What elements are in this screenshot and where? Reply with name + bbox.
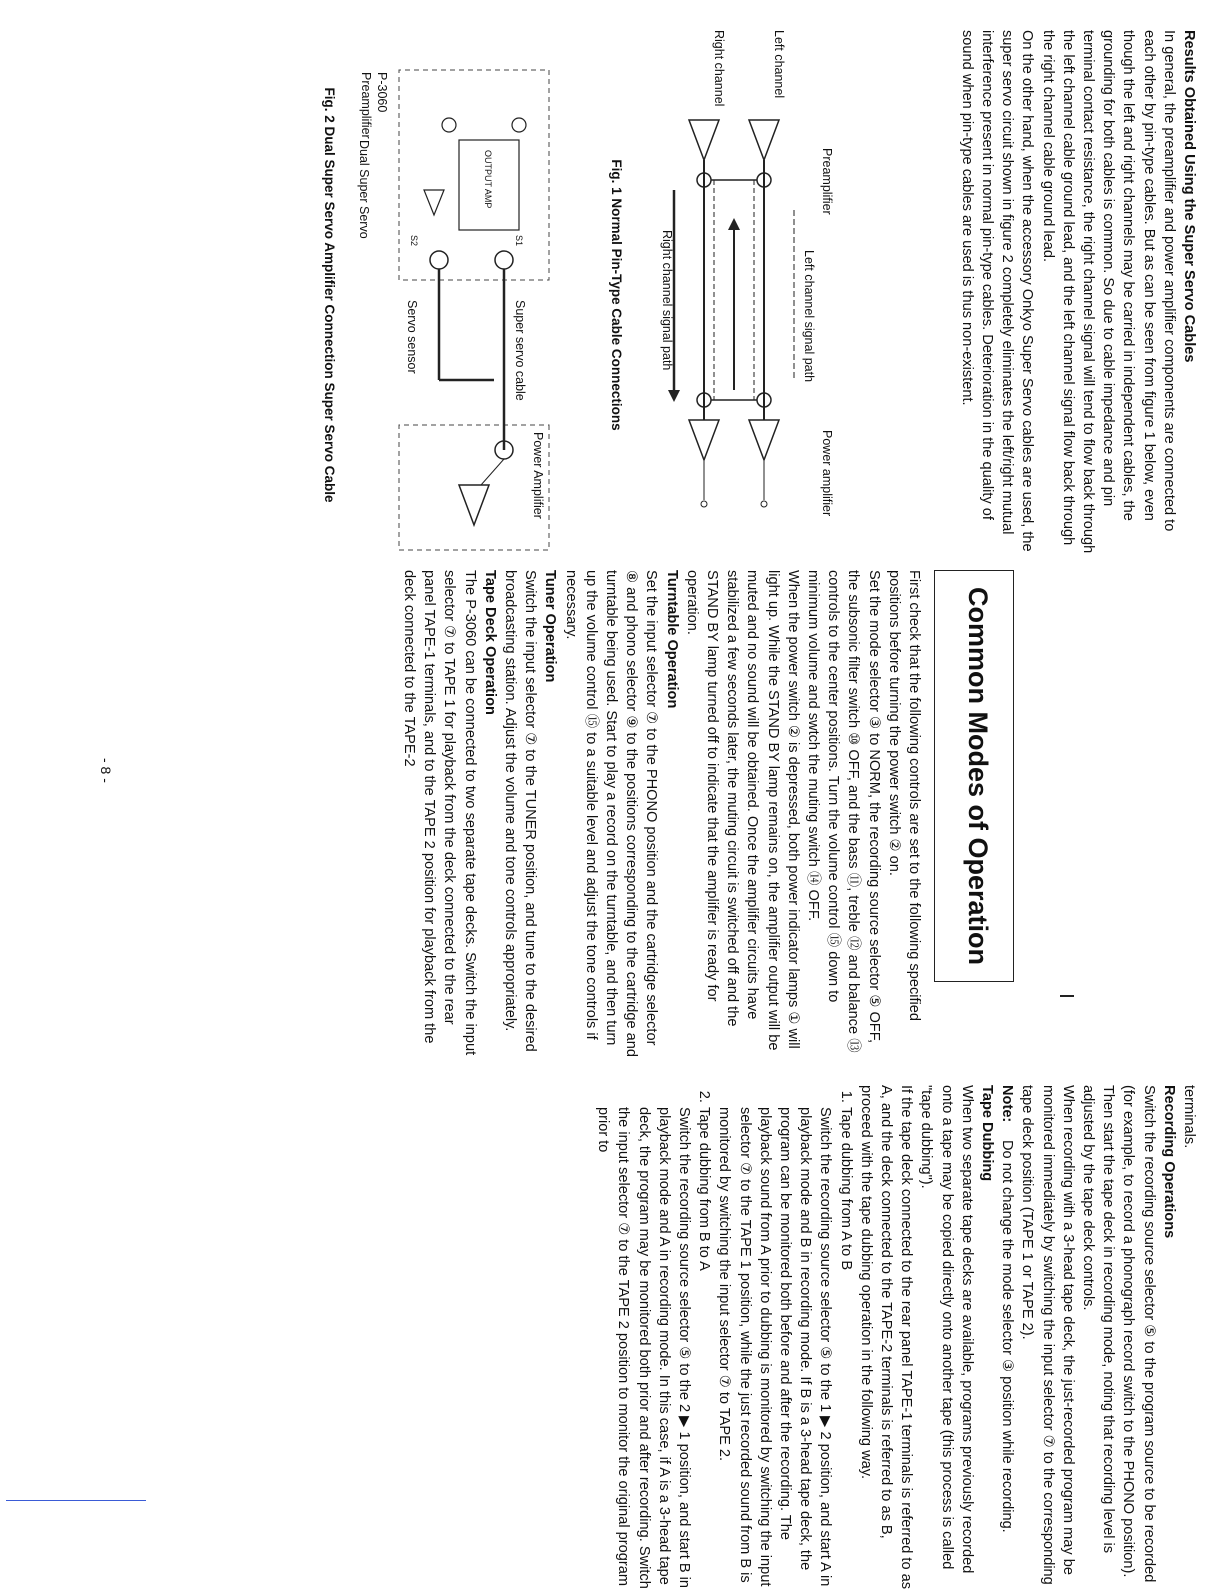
tape-deck-heading: Tape Deck Operation — [481, 570, 498, 715]
tuner-paragraph: Switch the input selector ⑦ to the TUNER position, and tune to the desired broadcasting station. Adjust the volume and tone controls appropriately. — [501, 570, 539, 1052]
fig1-diagram — [634, 30, 814, 560]
fig2-s2-label: S2 — [409, 235, 419, 247]
note-label: Note: — [999, 1085, 1016, 1123]
results-paragraph-2: On the other hand, when the accessory Onkyo Super Servo cables are used, the super servo circuit shown in figure 2 completely eliminates the left/right mutual interference present in normal pin-type cables. Deterioration in the quality of sound when pin-type cables are used is thus non-existent. — [958, 30, 1036, 552]
fig1-power-amplifier-label: Power amplifier — [820, 430, 834, 517]
fig2-s1-label: S1 — [514, 235, 524, 247]
note — [997, 1085, 1017, 1590]
recording-paragraph-1: Switch the recording source selector ⑤ to the program source to be recorded (for example, to record a phonograph record switch to the PHONO position). Then start the tape deck in recording mode, noting that recording level is adjusted by the tape deck controls. — [1079, 1085, 1157, 1583]
fig2-power-triangle — [459, 485, 489, 525]
step-1-text: Switch the recording source selector ⑤ to the 1 ▶ 2 position, and start A in playback mode and B in recording mode. If B is a 3-head tape deck, the program can be monitored both before and after the recording. The playback sound from A prior to dubbing is monitored by switching the input selector ⑦ to the TAPE 1 position, while the just recorded sound from B is monitored by switching the input selector ⑦ to TAPE 2. — [716, 1107, 834, 1587]
fig2-power-box — [399, 425, 549, 550]
fig2-servo-sensor-label: Servo sensor — [405, 300, 419, 374]
note-text: Do not change the mode selector ③ position while recording. — [999, 1140, 1016, 1533]
fig2-caption: Fig. 2 Dual Super Servo Amplifier Connection Super Servo Cable — [322, 87, 337, 503]
fig2-power-amplifier-label: Power Amplifier — [531, 432, 545, 519]
left-column — [957, 30, 1199, 560]
dubbing-steps — [593, 1085, 856, 1590]
scan-mark — [1060, 995, 1074, 997]
fig2-p3060-label: P-3060 — [375, 72, 389, 113]
figure-2 — [299, 30, 559, 560]
middle-column — [399, 570, 924, 1060]
fig2-output-amp-label: OUTPUT AMP — [483, 150, 493, 209]
step-1-title: 1. Tape dubbing from A to B — [837, 1107, 854, 1271]
recording-heading: Recording Operations — [1160, 1085, 1177, 1239]
tuner-heading: Tuner Operation — [542, 570, 559, 683]
fig2-preamplifier-label: Preamplifier — [359, 72, 373, 139]
fig1-right-channel-label: Right channel — [712, 30, 726, 107]
intro-paragraph-3: When the power switch ② is depressed, both power indicator lamps ① will light up. While the STAND BY lamp remains on, the amplifier output will be muted and no sound will be obtained. Once the amplifier circuits have stabilized a few seconds later, the muting circuit is switched off and the STAND BY lamp turned off to indicate that the amplifier is ready for operation. — [683, 570, 801, 1051]
fig1-power-left-triangle — [749, 420, 779, 460]
recording-paragraph-2: When recording with a 3-head tape deck, the just-recorded program may be monitored immediately by switching the input selector ⑦ to the corresponding tape deck position (TAPE 1 or TAPE 2). — [1019, 1085, 1076, 1585]
fig1-left-channel-label: Left channel — [772, 30, 786, 99]
fig1-caption: Fig. 1 Normal Pin-Type Cable Connections — [609, 159, 624, 431]
list-item — [593, 1107, 714, 1590]
intro-paragraph-1: First check that the following controls are set to the following specified positions before turning the power switch ② on. — [885, 570, 922, 1022]
tape-deck-paragraph: The P-3060 can be connected to two separate tape decks. Switch the input selector ⑦ to TAPE 1 for playback from the deck connected to the rear panel TAPE-1 terminals, and to the TAPE 2 position for playback from the deck connected to the TAPE-2 — [400, 570, 478, 1056]
step-2-title: 2. Tape dubbing from B to A — [696, 1107, 713, 1271]
dubbing-paragraph-2: If the tape deck connected to the rear panel TAPE-1 terminals is referred to as A, and the deck connected to the TAPE-2 terminals is referred to as B, proceed with the tape dubbing operation in the following way. — [857, 1085, 915, 1590]
section-title: Common Modes of Operation — [963, 587, 993, 965]
margin-mark — [6, 1500, 146, 1501]
fig1-preamp-left-triangle — [749, 120, 779, 160]
figure-1 — [584, 30, 834, 560]
turntable-heading: Turntable Operation — [663, 570, 680, 709]
fig2-preamp-box — [399, 70, 549, 280]
results-paragraph-1: In general, the preamplifier and power amplifier components are connected to each other by pin-type cables. But as can be seen from figure 1 below, even though the left and right channels may be carried in independent cables, the grounding for both cables is common. So due to cable impedance and pin terminal contact resistance, the right channel signal will tend to flow back through the left channel cable ground lead, and the left channel signal flow back through the right channel cable ground lead. — [1039, 30, 1177, 554]
right-column — [593, 1085, 1199, 1590]
results-heading: Results Obtained Using the Super Servo Cables — [1181, 30, 1197, 363]
step-2-text: Switch the recording source selector ⑤ to the 2 ▶ 1 position, and start B in playback mode and A in recording mode. In this case, if A is a 3-head tape deck, the program may be monitored both prior and after recording. Switch the input selector ⑦ to the TAPE 2 position to monitor the original program prior to — [595, 1107, 692, 1589]
terminals-text: terminals. — [1181, 1085, 1197, 1149]
turntable-paragraph: Set the input selector ⑦ to the PHONO position and the cartridge selector ⑧ and phono selector ⑨ to the positions corresponding to the cartridge and turntable being used. Start to play a record on the turntable, and then turn up the volume control ⑮ to a suitable level and adjust the tone controls if necessary. — [562, 570, 660, 1057]
fig2-dual-super-servo-label: Dual Super Servo — [357, 140, 371, 239]
fig1-left-signal-path-label: Left channel signal path — [802, 250, 816, 383]
list-item — [714, 1107, 855, 1590]
page-number: - 8 - — [98, 758, 114, 783]
fig2-super-servo-cable-label: Super servo cable — [513, 300, 527, 401]
fig1-preamp-right-triangle — [689, 120, 719, 160]
dubbing-paragraph-1: When two separate tape decks are available, programs previously recorded onto a tape may be copied directly onto another tape (this process is called "tape dubbing"). — [918, 1085, 975, 1574]
section-title-box — [934, 570, 1014, 982]
fig1-preamplifier-label: Preamplifier — [820, 148, 834, 215]
intro-paragraph-2: Set the mode selector ③ to NORM, the recording source selector ⑤ OFF, the subsonic filter switch ⑩ OFF, and the bass ⑪, treble ⑫ and balance ⑬ controls to the center positions. Turn the volume control ⑮ down to minimum volume and swtch the muting switch ⑭ OFF. — [804, 570, 882, 1053]
dubbing-heading: Tape Dubbing — [978, 1085, 995, 1182]
fig1-right-signal-path-label: Right channel signal path — [660, 230, 674, 371]
fig1-power-right-triangle — [689, 420, 719, 460]
